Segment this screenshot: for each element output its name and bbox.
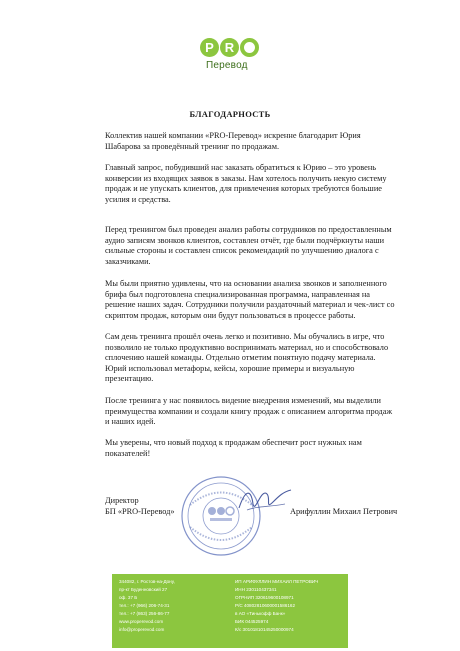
footer-contacts — [112, 574, 348, 648]
company-logo — [200, 38, 264, 86]
footer-email: info@properevod.com — [119, 627, 165, 632]
logo-circles — [200, 38, 259, 57]
logo-letter-r: R — [220, 38, 239, 57]
footer-address-column — [119, 578, 175, 634]
letter-paragraph-4: Мы были приятно удивлены, что на основании анализа звонков и заполненного брифа был подготовлена специализированная программа, направленная на решение наших задач. Сотрудники получили раздаточный материал и чек-лист со скриптом продаж, которым они будут пользоваться в процессе работы. — [105, 279, 395, 320]
letter-paragraph-5: Сам день тренинга прошёл очень легко и позитивно. Мы обучались в игре, что позволило не только продуктивно воспринимать материал, но и способствовало сплочению нашей команды. Отдельно отметим понятную подачу материала. Юрий использовал метафоры, кейсы, хорошие примеры и визуальную презентацию. — [105, 332, 389, 384]
letter-paragraph-2: Главный запрос, побудивший нас заказать обратиться к Юрию – это уровень конверсии из входящих заявок в заказы. Нам хотелось получить некую систему продаж и не упускать клиентов, для привлечения которых требуются большие усилия и средства. — [105, 163, 387, 204]
letter-paragraph-1: Коллектив нашей компании «PRO-Перевод» искренне благодарит Юрия Шабарова за проведённый тренинг по продажам. — [105, 131, 361, 151]
signer-name: Арифуллин Михаил Петрович — [290, 507, 398, 516]
footer-address-line-3: оф. 37 Б — [119, 595, 138, 600]
footer-address-line-2: пр-кт Буденновский 27 — [119, 587, 168, 592]
footer-ogrnip: ОГРНИП 320619600108971 — [235, 595, 294, 600]
letter-title: БЛАГОДАРНОСТЬ — [189, 109, 271, 119]
footer-corr-account: К/с 30101810145250000974 — [235, 627, 294, 632]
footer-address-line-1: 344082, г. Ростов-на-Дону, — [119, 579, 175, 584]
handwritten-signature — [235, 480, 295, 520]
footer-inn: ИНН 230110437341 — [235, 587, 277, 592]
logo-subtitle: Перевод — [206, 60, 248, 71]
footer-account: Р/С 40802810600001586162 — [235, 603, 296, 608]
letter-paragraph-6: После тренинга у нас появилось видение внедрения изменений, мы выделили преимущества компании и создали книгу продаж с описанием алгоритма продаж и наших идей. — [105, 396, 393, 427]
letter-paragraph-7: Мы уверены, что новый подход к продажам обеспечит рост нужных нам показателей! — [105, 438, 362, 458]
letter-paragraph-3: Перед тренингом был проведен анализ работы сотрудников по предоставленным аудио записям звонков клиентов, составлен отчёт, где были подчёркнуты наши сильные стороны и составлен список рекомендаций по улучшению диалога с заказчиками. — [105, 225, 392, 266]
footer-website: www.properevod.com — [119, 619, 164, 624]
footer-phone-2: тел.: +7 (863) 256-86-77 — [119, 611, 170, 616]
signer-block — [105, 496, 175, 517]
footer-requisites-column — [235, 578, 318, 634]
footer-bank: в АО «Тинькофф Банк» — [235, 611, 286, 616]
footer-phone-1: тел.: +7 (966) 206-74-31 — [119, 603, 170, 608]
signer-position: Директор — [105, 496, 139, 505]
logo-letter-p: P — [200, 38, 219, 57]
footer-bik: БИК 044525974 — [235, 619, 269, 624]
footer-entrepreneur-name: ИП АРИФУЛЛИН МИХАИЛ ПЕТРОВИЧ — [235, 579, 319, 584]
signer-company: БП «PRO-Перевод» — [105, 506, 175, 516]
logo-letter-o — [240, 38, 259, 57]
